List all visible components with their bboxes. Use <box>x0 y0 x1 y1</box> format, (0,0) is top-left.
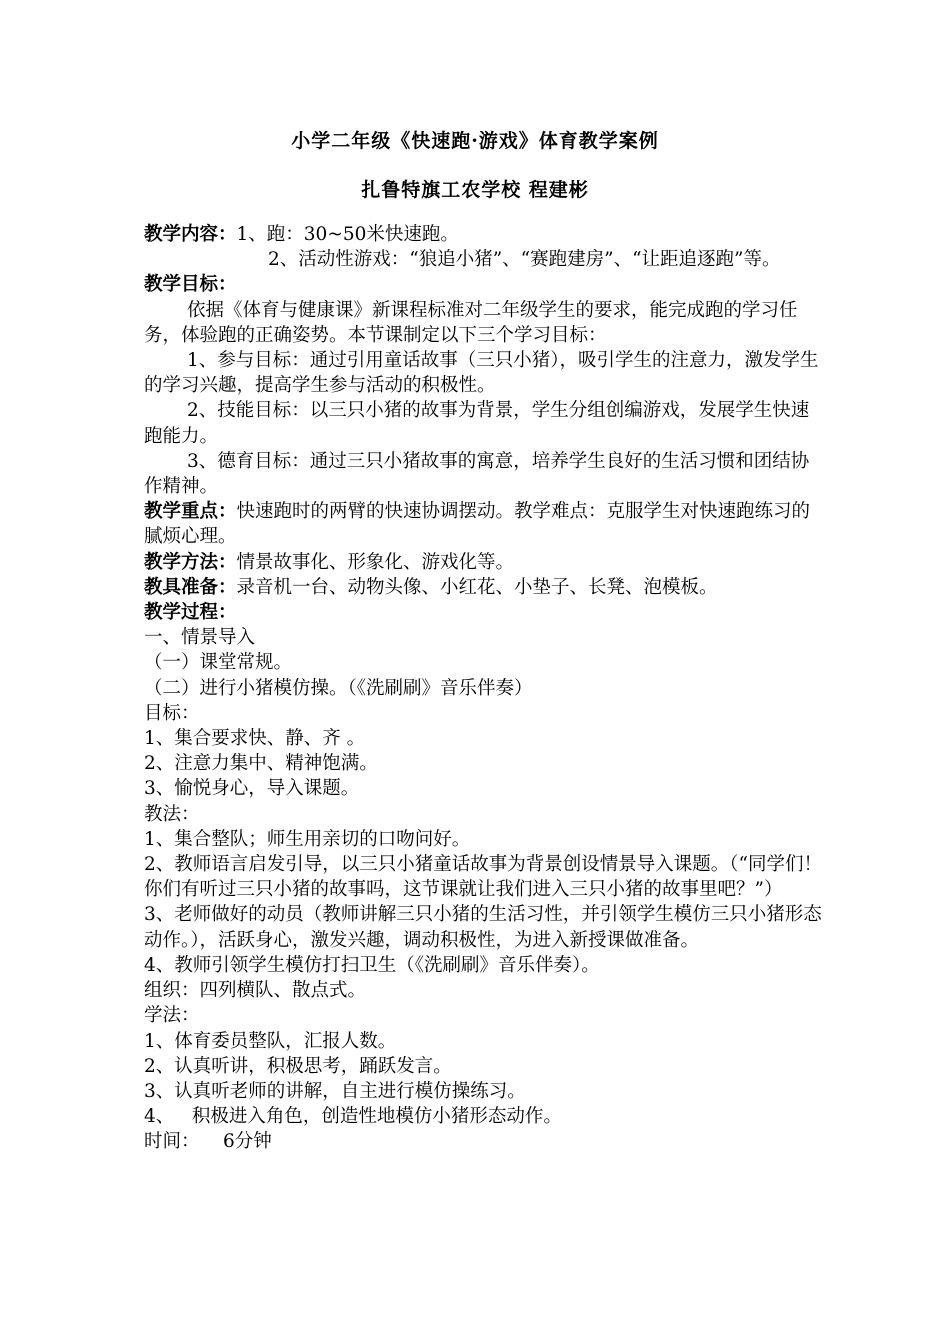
process-line: 4、 积极进入角色，创造性地模仿小猪形态动作。 <box>144 1106 562 1128</box>
objective-skill: 2、技能目标：以三只小猪的故事为背景，学生分组创编游戏，发展学生快速跑能力。 <box>144 400 810 447</box>
process-line: 教法： <box>144 803 200 825</box>
process-line: 组织：四列横队、散点式。 <box>144 980 367 1002</box>
equipment-text: 录音机一台、动物头像、小红花、小垫子、长凳、泡模板。 <box>236 576 718 598</box>
process-label: 教学过程： <box>144 602 237 624</box>
process-line: 3、老师做好的动员（教师讲解三只小猪的生活习性，并引领学生模仿三只小猪形态动作。），活跃身心，激发兴趣，调动积极性，为进入新授课做准备。 <box>144 904 822 951</box>
author-line: 扎鲁特旗工农学校 程建彬 <box>361 179 589 201</box>
process-line: 时间： 6分钟 <box>144 1131 272 1153</box>
process-line: 1、集合要求快、静、齐 。 <box>144 728 366 750</box>
process-line: 一、情景导入 <box>144 627 256 649</box>
document-title: 小学二年级《快速跑·游戏》体育教学案例 <box>291 130 659 152</box>
process-line: 学法： <box>144 1005 200 1027</box>
process-line: 3、愉悦身心，导入课题。 <box>144 778 360 800</box>
content-section <box>144 222 824 247</box>
content-item-2-wrap <box>144 247 824 272</box>
process-line: 目标： <box>144 702 200 724</box>
process-line: 2、注意力集中、精神饱满。 <box>144 753 378 775</box>
process-line: 1、集合整队；师生用亲切的口吻问好。 <box>144 828 471 850</box>
objectives-label: 教学目标： <box>144 274 237 296</box>
key-points-label: 教学重点： <box>144 501 237 523</box>
process-line: 4、教师引领学生模仿打扫卫生（《洗刷刷》音乐伴奏）。 <box>144 954 600 976</box>
process-line: （二）进行小猪模仿操。（《洗刷刷》音乐伴奏） <box>144 677 533 699</box>
equipment <box>144 575 824 600</box>
process-line: 2、认真听讲，积极思考，踊跃发言。 <box>144 1055 452 1077</box>
key-points-text: 快速跑时的两臂的快速协调摆动。教学难点：克服学生对快速跑练习的腻烦心理。 <box>144 501 811 548</box>
content-label: 教学内容： <box>144 224 237 245</box>
methods-text: 情景故事化、形象化、游戏化等。 <box>236 551 515 573</box>
process-line: 1、体育委员整队，汇报人数。 <box>144 1030 397 1052</box>
process-line: 3、认真听老师的讲解，自主进行模仿操练习。 <box>144 1080 526 1102</box>
content-item-1: 1、跑：30~50米快速跑。 <box>236 224 459 245</box>
document-body <box>144 222 824 1155</box>
process-line: 2、教师语言启发引导，以三只小猪童话故事为背景创设情景导入课题。（“同学们！你们有听过三只小猪的故事吗，这节课就让我们进入三只小猪的故事里吧？”） <box>144 854 822 901</box>
methods-label: 教学方法： <box>144 551 237 573</box>
methods <box>144 550 824 575</box>
content-item-2: 2、活动性游戏：“狼追小猪”、“赛跑建房”、“让距追逐跑”等。 <box>268 249 781 271</box>
process-line: （一）课堂常规。 <box>144 652 293 674</box>
objectives-intro: 依据《体育与健康课》新课程标准对二年级学生的要求，能完成跑的学习任务，体验跑的正确姿势。本节课制定以下三个学习目标： <box>144 299 798 346</box>
objective-moral: 3、德育目标：通过三只小猪故事的寓意，培养学生良好的生活习惯和团结协作精神。 <box>144 450 810 498</box>
equipment-label: 教具准备： <box>144 576 237 598</box>
objective-participation: 1、参与目标：通过引用童话故事（三只小猪），吸引学生的注意力，激发学生的学习兴趣，提高学生参与活动的积极性。 <box>144 350 819 397</box>
key-points <box>144 499 824 549</box>
